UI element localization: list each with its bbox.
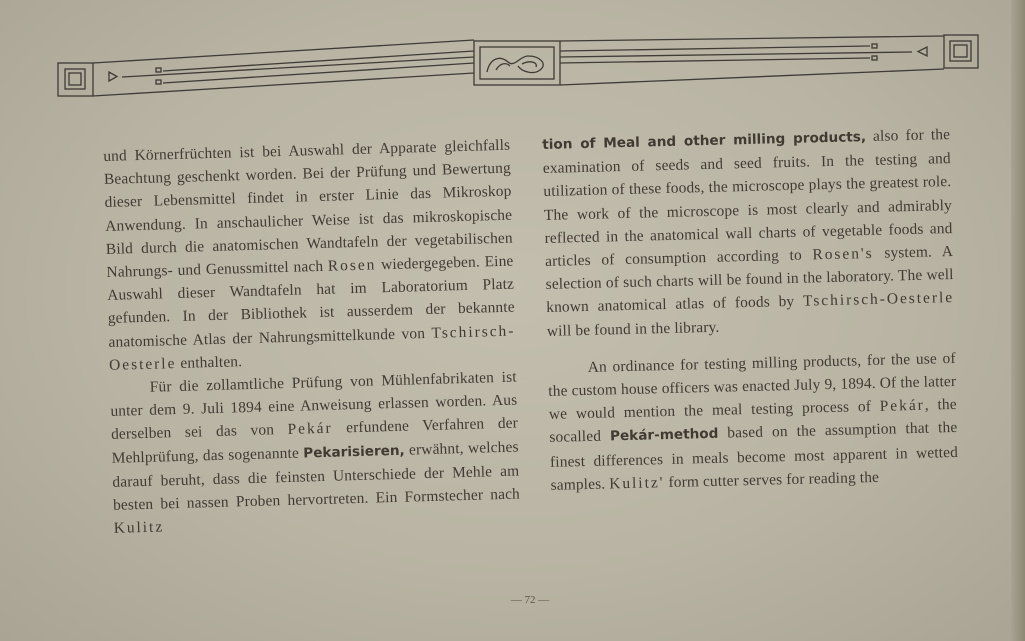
author-name-kulitz: Kulitz bbox=[113, 518, 165, 538]
author-name-tschirsch-oesterle: Tschirsch-Oesterle bbox=[108, 322, 516, 374]
author-name-tschirsch-oesterle-en: Tschirsch-Oesterle bbox=[802, 289, 955, 311]
ornament-right-box bbox=[944, 35, 978, 68]
ornament-left-triangle-icon bbox=[109, 72, 117, 81]
german-paragraph-2: Für die zollamtliche Prüfung von Mühlenfabrikaten ist unter dem 9. Juli 1894 eine Anweisung erlassen worden. Aus derselben sei das von Pekár erfundene Verfahren der Mehlprüfung, das sogenannte Pekarisieren, erwähnt, welches darauf beruht, dass die feinsten Unterschiede der Mehle am besten bei nassen Proben hervortreten. Ein Formstecher nach Kulitz bbox=[110, 368, 521, 538]
term-pekar-method: Pekár-method bbox=[609, 426, 719, 445]
author-name-kulitz-en: Kulitz' bbox=[609, 473, 665, 493]
author-name-rosen: Rosen bbox=[327, 256, 377, 275]
header-ornament bbox=[0, 0, 1025, 110]
ornament-left-inner-box bbox=[65, 69, 85, 89]
author-name-pekar-en: Pekár bbox=[879, 396, 926, 416]
author-name-rosens: Rosen's bbox=[812, 244, 874, 264]
english-paragraph-2: An ordinance for testing milling products, for the use of the custom house officers was enacted July 9, 1894. Of the latter we would mention the meal testing process of Pekár, the socalled Pekár-method based on the assumption that the finest differences in meals become most apparent in wetted samples. Kulitz' form cutter serves for reading the bbox=[548, 349, 959, 494]
term-pekarisieren: Pekarisieren, bbox=[303, 442, 405, 462]
author-name-pekar: Pekár bbox=[287, 420, 333, 439]
term-meal-milling-products: tion of Meal and other milling products, bbox=[542, 129, 867, 153]
ornament-right-inner-box bbox=[950, 41, 971, 61]
ornament-right-triangle-icon bbox=[918, 47, 927, 56]
german-text-column bbox=[103, 134, 521, 541]
ornament-left-box bbox=[58, 63, 93, 96]
english-paragraph-1: tion of Meal and other milling products, also for the examination of seeds and seed fruits. In the testing and utilization of these foods, the microscope plays the greatest role. The work of the microscope is most clearly and admirably reflected in the anatomical wall charts of vegetable foods and articles of consumption according to Rosen's system. A selection of such charts will be found in the laboratory. The well known anatomical atlas of foods by Tschirsch-Oesterle will be found in the library. bbox=[542, 126, 955, 340]
page-number: — 72 — bbox=[510, 594, 550, 606]
english-text-column bbox=[542, 123, 959, 497]
ornament-scroll-icon bbox=[487, 56, 543, 73]
german-paragraph-1: und Körnerfrüchten ist bei Auswahl der Apparate gleichfalls Beachtung geschenkt worden. Bei der Prüfung und Bewertung dieser Lebensmittel findet in erster Linie das Mikroskop Anwendung. In anschaulicher Weise ist das mikroskopische Bild durch die anatomischen Wandtafeln der vegetabilischen Nahrungs- und Genussmittel nach Rosen wiedergegeben. Eine Auswahl dieser Wandtafeln hat im Laboratorium Platz gefunden. In der Bibliothek ist ausserdem der bekannte anatomische Atlas der Nahrungsmittelkunde von Tschirsch-Oesterle enthalten. bbox=[103, 136, 516, 374]
